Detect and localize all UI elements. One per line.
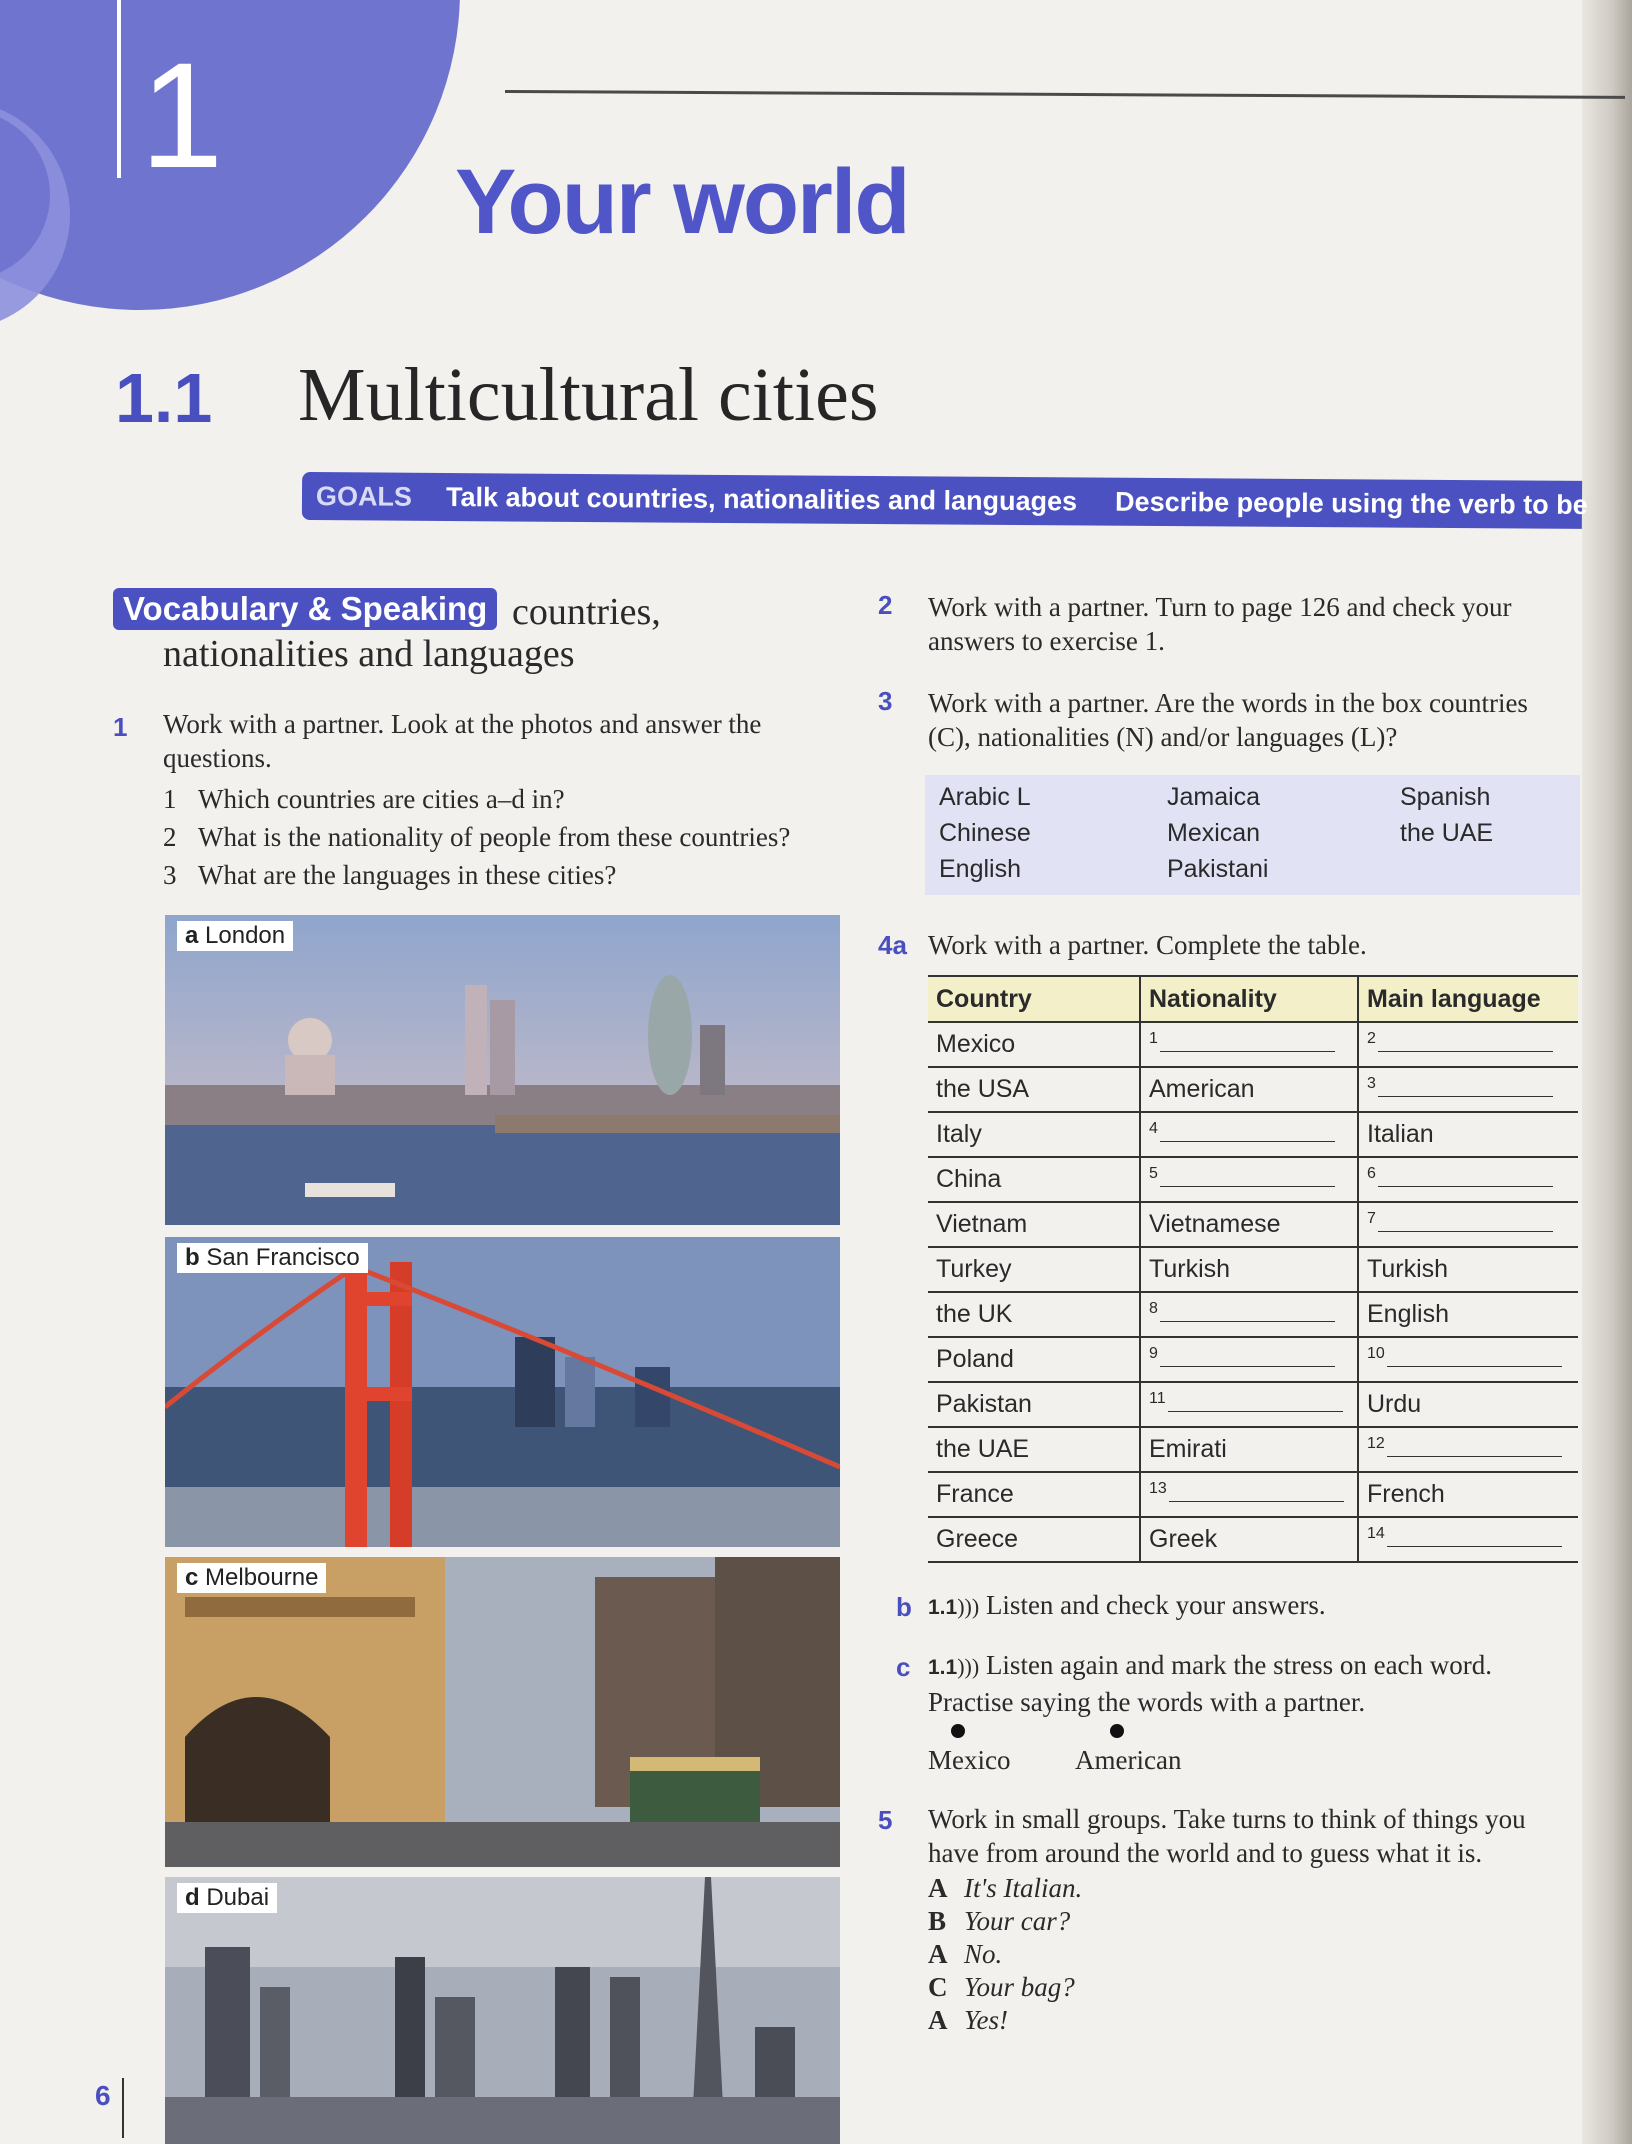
list-item bbox=[163, 780, 790, 818]
blank-number: 10 bbox=[1367, 1345, 1385, 1362]
instruction-text: Listen again and mark the stress on each word. bbox=[985, 1650, 1493, 1680]
blank-number: 1 bbox=[1149, 1030, 1158, 1047]
exercise-letter: b bbox=[896, 1592, 912, 1622]
goal-item: Describe people using the verb to be bbox=[1115, 486, 1588, 520]
photo-name: San Francisco bbox=[206, 1244, 360, 1271]
blank-cell bbox=[1140, 1292, 1358, 1337]
dialog-text: Your bag? bbox=[964, 1972, 1075, 2002]
dialog bbox=[928, 1872, 1082, 2037]
blank-cell bbox=[1358, 1022, 1578, 1067]
exercise-number: 5 bbox=[878, 1805, 893, 1835]
blank-cell bbox=[1140, 1337, 1358, 1382]
word-column bbox=[1167, 779, 1268, 887]
blank-cell bbox=[1358, 1157, 1578, 1202]
unit-title: Your world bbox=[455, 151, 909, 253]
photo-label bbox=[177, 921, 293, 951]
table-row bbox=[928, 1427, 1578, 1472]
table-cell: French bbox=[1358, 1472, 1578, 1517]
table-row bbox=[928, 1472, 1578, 1517]
table-cell: Greek bbox=[1140, 1517, 1358, 1562]
answer-line[interactable] bbox=[1387, 1528, 1562, 1547]
word: the UAE bbox=[1400, 819, 1494, 847]
table-row bbox=[928, 1067, 1578, 1112]
unit-number: 1 bbox=[140, 31, 224, 199]
example-word: Mexico bbox=[928, 1745, 1011, 1775]
table-row bbox=[928, 1157, 1578, 1202]
stress-dot-icon bbox=[951, 1724, 965, 1738]
word: Chinese bbox=[939, 819, 1031, 847]
table-row bbox=[928, 1382, 1578, 1427]
blank-number: 5 bbox=[1149, 1165, 1158, 1182]
photo-london bbox=[165, 915, 840, 1225]
blank-cell bbox=[1358, 1517, 1578, 1562]
exercise-instruction: Work with a partner. Complete the table. bbox=[928, 930, 1367, 960]
exercise-number: 4a bbox=[878, 930, 907, 960]
table-header-row bbox=[928, 976, 1578, 1022]
answer-line[interactable] bbox=[1387, 1348, 1562, 1367]
exercise-instruction: Work with a partner. Are the words in the box countries (C), nationalities (N) and/or languages (L)? bbox=[928, 688, 1528, 752]
speaker: A bbox=[928, 1939, 948, 1969]
instruction-text: Listen and check your answers. bbox=[985, 1590, 1326, 1620]
table-row bbox=[928, 1202, 1578, 1247]
answer-line[interactable] bbox=[1160, 1168, 1335, 1187]
speaker: A bbox=[928, 2005, 948, 2035]
table-row bbox=[928, 1292, 1578, 1337]
section-topic: nationalities and languages bbox=[163, 633, 575, 675]
dialog-text: It's Italian. bbox=[964, 1873, 1083, 1903]
table-cell: Greece bbox=[928, 1517, 1140, 1562]
answer-line[interactable] bbox=[1378, 1168, 1553, 1187]
list-item bbox=[163, 856, 790, 894]
table-cell: Vietnamese bbox=[1140, 1202, 1358, 1247]
table-cell: English bbox=[1358, 1292, 1578, 1337]
goals-label: GOALS bbox=[315, 480, 413, 512]
speaker: C bbox=[928, 1972, 948, 2002]
blank-number: 6 bbox=[1367, 1165, 1376, 1182]
photo-letter: b bbox=[185, 1244, 200, 1271]
question-number: 1 bbox=[163, 784, 177, 814]
instruction-text: Practise saying the words with a partner. bbox=[928, 1687, 1366, 1717]
table-cell: Urdu bbox=[1358, 1382, 1578, 1427]
exercise-number: 2 bbox=[878, 590, 893, 620]
dialog-line bbox=[928, 1905, 1082, 1938]
instruction-text: Work in small groups. Take turns to think of things you bbox=[928, 1804, 1526, 1834]
word-column bbox=[1400, 779, 1493, 851]
photo-label bbox=[177, 1243, 368, 1273]
word: Arabic L bbox=[939, 783, 1031, 811]
table-cell: France bbox=[928, 1472, 1140, 1517]
question-number: 2 bbox=[163, 822, 177, 852]
table-cell: Turkish bbox=[1358, 1247, 1578, 1292]
table-cell: Pakistan bbox=[928, 1382, 1140, 1427]
list-item bbox=[163, 818, 790, 856]
dialog-line bbox=[928, 1938, 1082, 1971]
page-number-rule bbox=[122, 2078, 124, 2138]
table-cell: American bbox=[1140, 1067, 1358, 1112]
section-topic: countries, bbox=[512, 591, 661, 633]
exercise-instruction: Work with a partner. Look at the photos and answer the questions. bbox=[163, 709, 762, 773]
blank-number: 3 bbox=[1367, 1075, 1376, 1092]
answer-line[interactable] bbox=[1160, 1348, 1335, 1367]
photo-name: Melbourne bbox=[205, 1564, 319, 1591]
column-header: Country bbox=[928, 976, 1140, 1022]
table-row bbox=[928, 1022, 1578, 1067]
photo-letter: c bbox=[185, 1564, 199, 1591]
track-number: 1.1 bbox=[928, 1596, 958, 1619]
blank-number: 13 bbox=[1149, 1480, 1167, 1497]
title-rule bbox=[505, 90, 1625, 99]
question-text: What is the nationality of people from these countries? bbox=[198, 822, 791, 852]
dialog-text: Your car? bbox=[964, 1906, 1071, 1936]
word: Jamaica bbox=[1167, 783, 1261, 811]
photo-name: London bbox=[205, 922, 286, 949]
answer-line[interactable] bbox=[1168, 1393, 1343, 1412]
unit-circle bbox=[0, 0, 460, 310]
lesson-number: 1.1 bbox=[115, 359, 213, 437]
word: Pakistani bbox=[1167, 855, 1269, 883]
question-list bbox=[163, 780, 790, 894]
column-header: Nationality bbox=[1140, 976, 1358, 1022]
table-cell: Italy bbox=[928, 1112, 1140, 1157]
answer-line[interactable] bbox=[1378, 1078, 1553, 1097]
blank-number: 11 bbox=[1149, 1390, 1166, 1407]
question-text: Which countries are cities a–d in? bbox=[198, 784, 565, 814]
word: Spanish bbox=[1400, 783, 1491, 811]
blank-cell bbox=[1358, 1337, 1578, 1382]
exercise-instruction bbox=[928, 1802, 1608, 1870]
instruction-text: have from around the world and to guess what it is. bbox=[928, 1838, 1483, 1868]
table-cell: Turkish bbox=[1140, 1247, 1358, 1292]
photo-letter: a bbox=[185, 922, 199, 949]
nationality-table bbox=[928, 975, 1578, 1563]
speaker: A bbox=[928, 1873, 948, 1903]
speaker: B bbox=[928, 1906, 947, 1936]
photo-san-francisco bbox=[165, 1237, 840, 1547]
answer-line[interactable] bbox=[1387, 1438, 1562, 1457]
table-row bbox=[928, 1112, 1578, 1157]
photo-label bbox=[177, 1563, 326, 1593]
question-number: 3 bbox=[163, 860, 177, 890]
table-cell: Vietnam bbox=[928, 1202, 1140, 1247]
page-number: 6 bbox=[95, 2080, 111, 2111]
audio-icon: ))) bbox=[957, 1594, 980, 1619]
answer-line[interactable] bbox=[1160, 1123, 1335, 1142]
exercise-instruction bbox=[928, 1648, 1588, 1719]
exercise-number: 3 bbox=[878, 686, 893, 716]
answer-line[interactable] bbox=[1378, 1213, 1553, 1232]
dialog-line bbox=[928, 1971, 1082, 2004]
question-text: What are the languages in these cities? bbox=[198, 860, 617, 890]
table-row bbox=[928, 1517, 1578, 1562]
table-cell: the UK bbox=[928, 1292, 1140, 1337]
exercise-letter: c bbox=[896, 1652, 911, 1682]
exercise-instruction bbox=[928, 1588, 1568, 1625]
table-row bbox=[928, 1247, 1578, 1292]
answer-line[interactable] bbox=[1169, 1483, 1344, 1502]
stress-dot-icon bbox=[1110, 1724, 1124, 1738]
dialog-line bbox=[928, 1872, 1082, 1905]
blank-cell bbox=[1140, 1472, 1358, 1517]
table-cell: the UAE bbox=[928, 1427, 1140, 1472]
table-cell: Mexico bbox=[928, 1022, 1140, 1067]
word-column bbox=[939, 779, 1031, 887]
exercise-instruction: Work with a partner. Turn to page 126 and check your answers to exercise 1. bbox=[928, 592, 1512, 656]
photo-dubai bbox=[165, 1877, 840, 2144]
blank-cell bbox=[1140, 1382, 1358, 1427]
blank-number: 4 bbox=[1149, 1120, 1158, 1137]
table-cell: Poland bbox=[928, 1337, 1140, 1382]
section-tag: Vocabulary & Speaking bbox=[113, 588, 497, 630]
dialog-line bbox=[928, 2004, 1082, 2037]
column-header: Main language bbox=[1358, 976, 1578, 1022]
table-cell: Turkey bbox=[928, 1247, 1140, 1292]
photo-label bbox=[177, 1883, 277, 1913]
example-word: American bbox=[1075, 1745, 1182, 1775]
photo-melbourne bbox=[165, 1557, 840, 1867]
answer-line[interactable] bbox=[1160, 1033, 1335, 1052]
blank-cell bbox=[1140, 1157, 1358, 1202]
answer-line[interactable] bbox=[1160, 1303, 1335, 1322]
blank-number: 2 bbox=[1367, 1030, 1376, 1047]
table-row bbox=[928, 1337, 1578, 1382]
dialog-text: Yes! bbox=[964, 2005, 1009, 2035]
track-number: 1.1 bbox=[928, 1656, 958, 1679]
goals-bar bbox=[302, 472, 1588, 529]
exercise-number: 1 bbox=[113, 712, 128, 742]
table-cell: Emirati bbox=[1140, 1427, 1358, 1472]
photo-name: Dubai bbox=[206, 1884, 270, 1911]
blank-number: 9 bbox=[1149, 1345, 1158, 1362]
blank-cell bbox=[1140, 1022, 1358, 1067]
answer-line[interactable] bbox=[1378, 1033, 1553, 1052]
goal-item: Talk about countries, nationalities and languages bbox=[445, 481, 1078, 516]
table-cell: China bbox=[928, 1157, 1140, 1202]
word: English bbox=[939, 855, 1021, 883]
photo-letter: d bbox=[185, 1884, 200, 1911]
word-box bbox=[925, 775, 1580, 895]
blank-cell bbox=[1140, 1112, 1358, 1157]
blank-cell bbox=[1358, 1202, 1578, 1247]
blank-number: 8 bbox=[1149, 1300, 1158, 1317]
word: Mexican bbox=[1167, 819, 1261, 847]
blank-number: 14 bbox=[1367, 1525, 1385, 1542]
lesson-title: Multicultural cities bbox=[298, 353, 879, 437]
blank-number: 7 bbox=[1367, 1210, 1376, 1227]
audio-icon: ))) bbox=[957, 1654, 980, 1679]
blank-number: 12 bbox=[1367, 1435, 1385, 1452]
dialog-text: No. bbox=[964, 1939, 1003, 1969]
blank-cell bbox=[1358, 1067, 1578, 1112]
unit-divider bbox=[117, 0, 121, 178]
table-cell: Italian bbox=[1358, 1112, 1578, 1157]
table-cell: the USA bbox=[928, 1067, 1140, 1112]
blank-cell bbox=[1358, 1427, 1578, 1472]
